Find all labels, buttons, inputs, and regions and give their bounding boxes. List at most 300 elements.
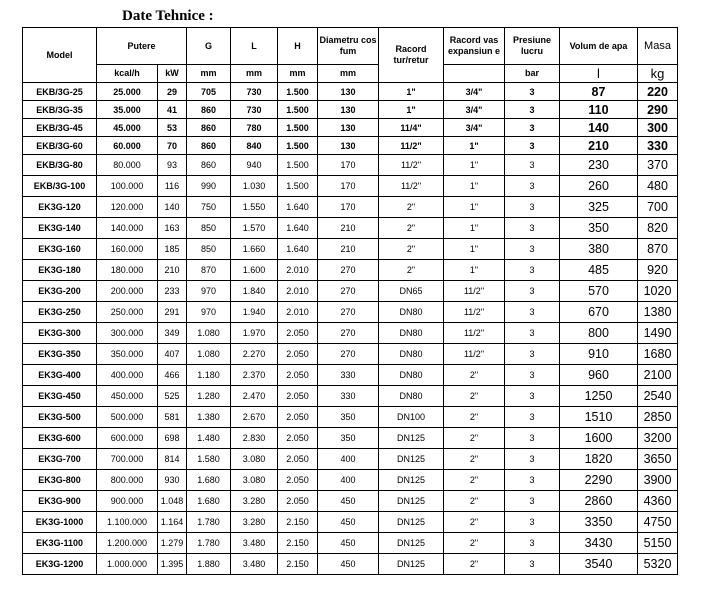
table-row (23, 83, 678, 101)
cell-h: 2.050 (278, 407, 318, 428)
cell-masa: 300 (638, 119, 678, 137)
table-row (23, 491, 678, 512)
cell-masa: 220 (638, 83, 678, 101)
cell-l: 1.550 (231, 197, 278, 218)
cell-l: 3.080 (231, 470, 278, 491)
cell-kcal-h: 1.100.000 (97, 512, 158, 533)
cell-kcal-h: 700.000 (97, 449, 158, 470)
cell-kw: 29 (158, 83, 187, 101)
cell-kw: 116 (158, 176, 187, 197)
cell-h: 1.500 (278, 119, 318, 137)
cell-masa: 2850 (638, 407, 678, 428)
cell-diametru: 330 (318, 365, 379, 386)
header-model: Model (23, 28, 97, 83)
cell-masa: 1680 (638, 344, 678, 365)
cell-g: 860 (187, 101, 231, 119)
table-row (23, 137, 678, 155)
cell-kcal-h: 140.000 (97, 218, 158, 239)
table-row (23, 218, 678, 239)
cell-g: 1.780 (187, 533, 231, 554)
cell-kw: 698 (158, 428, 187, 449)
cell-l: 730 (231, 101, 278, 119)
cell-volum: 1820 (560, 449, 638, 470)
cell-model: EKB/3G-80 (23, 155, 97, 176)
cell-racord-tur: DN80 (379, 302, 444, 323)
cell-g: 705 (187, 83, 231, 101)
cell-diametru: 270 (318, 281, 379, 302)
cell-presiune: 3 (505, 533, 560, 554)
cell-model: EK3G-120 (23, 197, 97, 218)
cell-racord-vas: 1" (444, 155, 505, 176)
cell-l: 730 (231, 83, 278, 101)
cell-l: 1.030 (231, 176, 278, 197)
cell-volum: 910 (560, 344, 638, 365)
cell-g: 970 (187, 302, 231, 323)
cell-racord-vas: 11/2" (444, 323, 505, 344)
cell-kcal-h: 25.000 (97, 83, 158, 101)
cell-kcal-h: 1.200.000 (97, 533, 158, 554)
cell-presiune: 3 (505, 302, 560, 323)
unit-racord-vas (444, 65, 505, 83)
cell-diametru: 350 (318, 407, 379, 428)
cell-model: EK3G-200 (23, 281, 97, 302)
unit-h-mm: mm (278, 65, 318, 83)
cell-racord-vas: 3/4" (444, 83, 505, 101)
cell-kcal-h: 180.000 (97, 260, 158, 281)
cell-g: 860 (187, 119, 231, 137)
cell-diametru: 130 (318, 119, 379, 137)
cell-h: 2.150 (278, 533, 318, 554)
cell-kw: 525 (158, 386, 187, 407)
cell-presiune: 3 (505, 137, 560, 155)
header-h: H (278, 28, 318, 65)
cell-h: 2.010 (278, 302, 318, 323)
unit-kw: kW (158, 65, 187, 83)
cell-presiune: 3 (505, 449, 560, 470)
cell-kw: 1.048 (158, 491, 187, 512)
cell-volum: 87 (560, 83, 638, 101)
cell-g: 750 (187, 197, 231, 218)
cell-masa: 330 (638, 137, 678, 155)
cell-h: 2.150 (278, 512, 318, 533)
cell-presiune: 3 (505, 260, 560, 281)
cell-racord-tur: 1" (379, 83, 444, 101)
table-row (23, 281, 678, 302)
cell-model: EK3G-160 (23, 239, 97, 260)
cell-h: 1.500 (278, 137, 318, 155)
table-row (23, 554, 678, 575)
unit-litri: l (560, 65, 638, 83)
cell-diametru: 170 (318, 197, 379, 218)
cell-presiune: 3 (505, 239, 560, 260)
cell-masa: 2100 (638, 365, 678, 386)
page-title: Date Tehnice : (122, 8, 214, 24)
table-row (23, 533, 678, 554)
cell-model: EK3G-140 (23, 218, 97, 239)
cell-model: EKB/3G-35 (23, 101, 97, 119)
cell-racord-tur: DN80 (379, 344, 444, 365)
cell-volum: 960 (560, 365, 638, 386)
cell-g: 870 (187, 260, 231, 281)
cell-masa: 290 (638, 101, 678, 119)
cell-racord-vas: 2" (444, 365, 505, 386)
table-row (23, 239, 678, 260)
cell-kcal-h: 120.000 (97, 197, 158, 218)
cell-masa: 4360 (638, 491, 678, 512)
header-l: L (231, 28, 278, 65)
cell-g: 1.780 (187, 512, 231, 533)
cell-masa: 4750 (638, 512, 678, 533)
cell-g: 860 (187, 137, 231, 155)
cell-presiune: 3 (505, 554, 560, 575)
cell-presiune: 3 (505, 176, 560, 197)
cell-l: 3.280 (231, 491, 278, 512)
cell-racord-vas: 11/2" (444, 302, 505, 323)
cell-kcal-h: 1.000.000 (97, 554, 158, 575)
cell-g: 1.480 (187, 428, 231, 449)
cell-diametru: 170 (318, 155, 379, 176)
cell-diametru: 270 (318, 344, 379, 365)
table-row (23, 512, 678, 533)
cell-h: 2.050 (278, 386, 318, 407)
table-row (23, 101, 678, 119)
cell-g: 860 (187, 155, 231, 176)
cell-volum: 380 (560, 239, 638, 260)
cell-kcal-h: 250.000 (97, 302, 158, 323)
cell-h: 1.500 (278, 101, 318, 119)
cell-presiune: 3 (505, 407, 560, 428)
cell-diametru: 130 (318, 101, 379, 119)
cell-presiune: 3 (505, 344, 560, 365)
cell-kcal-h: 500.000 (97, 407, 158, 428)
cell-h: 2.050 (278, 365, 318, 386)
cell-racord-tur: 11/2" (379, 155, 444, 176)
cell-masa: 820 (638, 218, 678, 239)
cell-h: 1.500 (278, 176, 318, 197)
cell-kw: 210 (158, 260, 187, 281)
cell-kcal-h: 60.000 (97, 137, 158, 155)
cell-kw: 1.279 (158, 533, 187, 554)
cell-h: 2.050 (278, 344, 318, 365)
unit-diametru-mm: mm (318, 65, 379, 83)
cell-racord-vas: 1" (444, 137, 505, 155)
table-row (23, 365, 678, 386)
header-presiune-lucru: Presiune lucru (505, 28, 560, 65)
cell-racord-vas: 2" (444, 428, 505, 449)
table-row (23, 197, 678, 218)
cell-l: 3.080 (231, 449, 278, 470)
cell-kw: 41 (158, 101, 187, 119)
cell-diametru: 270 (318, 323, 379, 344)
unit-g-mm: mm (187, 65, 231, 83)
table-row (23, 386, 678, 407)
unit-l-mm: mm (231, 65, 278, 83)
cell-kw: 140 (158, 197, 187, 218)
cell-volum: 1600 (560, 428, 638, 449)
cell-volum: 110 (560, 101, 638, 119)
cell-racord-tur: DN80 (379, 365, 444, 386)
header-putere: Putere (97, 28, 187, 65)
cell-kw: 185 (158, 239, 187, 260)
cell-g: 1.080 (187, 344, 231, 365)
cell-volum: 3540 (560, 554, 638, 575)
cell-l: 940 (231, 155, 278, 176)
cell-h: 2.010 (278, 281, 318, 302)
cell-masa: 1380 (638, 302, 678, 323)
cell-presiune: 3 (505, 323, 560, 344)
cell-racord-vas: 3/4" (444, 119, 505, 137)
cell-volum: 230 (560, 155, 638, 176)
cell-model: EKB/3G-100 (23, 176, 97, 197)
header-volum-apa: Volum de apa (560, 28, 638, 65)
cell-kw: 1.164 (158, 512, 187, 533)
cell-presiune: 3 (505, 428, 560, 449)
cell-model: EK3G-800 (23, 470, 97, 491)
cell-racord-tur: DN65 (379, 281, 444, 302)
cell-volum: 2860 (560, 491, 638, 512)
cell-h: 1.640 (278, 218, 318, 239)
cell-h: 2.050 (278, 470, 318, 491)
cell-model: EK3G-250 (23, 302, 97, 323)
cell-presiune: 3 (505, 470, 560, 491)
cell-model: EK3G-1000 (23, 512, 97, 533)
cell-h: 1.640 (278, 197, 318, 218)
cell-g: 1.380 (187, 407, 231, 428)
cell-model: EK3G-1200 (23, 554, 97, 575)
cell-model: EKB/3G-45 (23, 119, 97, 137)
cell-racord-tur: DN125 (379, 491, 444, 512)
cell-kcal-h: 300.000 (97, 323, 158, 344)
cell-kcal-h: 350.000 (97, 344, 158, 365)
unit-kg: kg (638, 65, 678, 83)
cell-kcal-h: 100.000 (97, 176, 158, 197)
table-row (23, 176, 678, 197)
table-row (23, 344, 678, 365)
cell-g: 990 (187, 176, 231, 197)
table-row (23, 449, 678, 470)
cell-diametru: 350 (318, 428, 379, 449)
cell-kcal-h: 200.000 (97, 281, 158, 302)
cell-racord-tur: 1" (379, 101, 444, 119)
cell-racord-tur: 2" (379, 239, 444, 260)
cell-model: EK3G-1100 (23, 533, 97, 554)
cell-presiune: 3 (505, 491, 560, 512)
cell-volum: 1510 (560, 407, 638, 428)
cell-model: EK3G-300 (23, 323, 97, 344)
cell-presiune: 3 (505, 386, 560, 407)
table-row (23, 428, 678, 449)
cell-model: EK3G-350 (23, 344, 97, 365)
cell-kw: 814 (158, 449, 187, 470)
cell-racord-vas: 11/2" (444, 281, 505, 302)
cell-masa: 3900 (638, 470, 678, 491)
cell-kcal-h: 80.000 (97, 155, 158, 176)
cell-racord-tur: 2" (379, 218, 444, 239)
cell-kw: 163 (158, 218, 187, 239)
cell-h: 2.150 (278, 554, 318, 575)
cell-volum: 325 (560, 197, 638, 218)
cell-g: 1.080 (187, 323, 231, 344)
cell-g: 1.880 (187, 554, 231, 575)
table-row (23, 407, 678, 428)
cell-volum: 800 (560, 323, 638, 344)
cell-g: 1.180 (187, 365, 231, 386)
cell-diametru: 450 (318, 554, 379, 575)
cell-h: 1.500 (278, 155, 318, 176)
cell-racord-vas: 1" (444, 218, 505, 239)
cell-masa: 920 (638, 260, 678, 281)
cell-racord-tur: 2" (379, 260, 444, 281)
technical-data-table (22, 27, 678, 575)
header-g: G (187, 28, 231, 65)
cell-volum: 670 (560, 302, 638, 323)
cell-model: EKB/3G-25 (23, 83, 97, 101)
table-row (23, 470, 678, 491)
cell-racord-vas: 2" (444, 386, 505, 407)
cell-masa: 480 (638, 176, 678, 197)
cell-volum: 260 (560, 176, 638, 197)
cell-racord-vas: 1" (444, 176, 505, 197)
cell-h: 1.500 (278, 83, 318, 101)
cell-diametru: 400 (318, 449, 379, 470)
cell-l: 1.940 (231, 302, 278, 323)
cell-l: 3.480 (231, 554, 278, 575)
cell-racord-vas: 1" (444, 260, 505, 281)
cell-kcal-h: 35.000 (97, 101, 158, 119)
cell-racord-tur: 11/2" (379, 176, 444, 197)
cell-h: 2.050 (278, 491, 318, 512)
table-row (23, 323, 678, 344)
cell-kw: 291 (158, 302, 187, 323)
cell-masa: 5320 (638, 554, 678, 575)
cell-model: EK3G-700 (23, 449, 97, 470)
cell-presiune: 3 (505, 218, 560, 239)
cell-g: 1.680 (187, 491, 231, 512)
cell-kcal-h: 45.000 (97, 119, 158, 137)
cell-volum: 3430 (560, 533, 638, 554)
cell-masa: 700 (638, 197, 678, 218)
cell-volum: 140 (560, 119, 638, 137)
table-body (23, 83, 678, 575)
cell-diametru: 210 (318, 239, 379, 260)
cell-kw: 53 (158, 119, 187, 137)
cell-kw: 1.395 (158, 554, 187, 575)
cell-masa: 3650 (638, 449, 678, 470)
cell-g: 970 (187, 281, 231, 302)
cell-volum: 1250 (560, 386, 638, 407)
cell-kw: 233 (158, 281, 187, 302)
cell-volum: 2290 (560, 470, 638, 491)
cell-model: EK3G-900 (23, 491, 97, 512)
cell-l: 780 (231, 119, 278, 137)
cell-racord-vas: 2" (444, 533, 505, 554)
header-racord-vas-expansiune: Racord vas expansiun e (444, 28, 505, 65)
cell-l: 840 (231, 137, 278, 155)
cell-racord-tur: 11/4" (379, 119, 444, 137)
cell-g: 850 (187, 239, 231, 260)
cell-racord-tur: DN100 (379, 407, 444, 428)
cell-masa: 1020 (638, 281, 678, 302)
cell-h: 2.010 (278, 260, 318, 281)
cell-racord-vas: 1" (444, 197, 505, 218)
cell-masa: 870 (638, 239, 678, 260)
cell-racord-vas: 2" (444, 491, 505, 512)
cell-presiune: 3 (505, 83, 560, 101)
cell-diametru: 270 (318, 260, 379, 281)
cell-racord-vas: 1" (444, 239, 505, 260)
cell-l: 2.270 (231, 344, 278, 365)
cell-presiune: 3 (505, 101, 560, 119)
cell-racord-vas: 2" (444, 407, 505, 428)
unit-bar: bar (505, 65, 560, 83)
cell-diametru: 450 (318, 533, 379, 554)
cell-model: EK3G-450 (23, 386, 97, 407)
cell-l: 1.660 (231, 239, 278, 260)
cell-model: EK3G-400 (23, 365, 97, 386)
cell-racord-tur: DN125 (379, 554, 444, 575)
cell-presiune: 3 (505, 512, 560, 533)
cell-presiune: 3 (505, 155, 560, 176)
cell-kw: 930 (158, 470, 187, 491)
cell-racord-tur: 11/2" (379, 137, 444, 155)
cell-diametru: 270 (318, 302, 379, 323)
cell-l: 1.600 (231, 260, 278, 281)
cell-racord-tur: DN80 (379, 386, 444, 407)
cell-masa: 3200 (638, 428, 678, 449)
cell-l: 1.970 (231, 323, 278, 344)
cell-kcal-h: 450.000 (97, 386, 158, 407)
cell-volum: 3350 (560, 512, 638, 533)
table-row (23, 302, 678, 323)
cell-diametru: 130 (318, 83, 379, 101)
cell-presiune: 3 (505, 197, 560, 218)
cell-racord-vas: 2" (444, 554, 505, 575)
cell-masa: 370 (638, 155, 678, 176)
cell-diametru: 210 (318, 218, 379, 239)
cell-diametru: 170 (318, 176, 379, 197)
cell-racord-vas: 3/4" (444, 101, 505, 119)
header-racord-tur-retur: Racord tur/retur (379, 28, 444, 83)
cell-kw: 349 (158, 323, 187, 344)
cell-l: 2.370 (231, 365, 278, 386)
cell-volum: 570 (560, 281, 638, 302)
cell-racord-tur: DN125 (379, 533, 444, 554)
cell-racord-vas: 2" (444, 449, 505, 470)
cell-masa: 2540 (638, 386, 678, 407)
cell-h: 2.050 (278, 449, 318, 470)
cell-diametru: 130 (318, 137, 379, 155)
cell-kcal-h: 160.000 (97, 239, 158, 260)
cell-volum: 485 (560, 260, 638, 281)
cell-kw: 407 (158, 344, 187, 365)
header-masa: Masa (638, 28, 678, 65)
cell-l: 1.840 (231, 281, 278, 302)
cell-model: EK3G-180 (23, 260, 97, 281)
cell-racord-tur: DN125 (379, 449, 444, 470)
cell-g: 1.580 (187, 449, 231, 470)
cell-racord-vas: 11/2" (444, 344, 505, 365)
cell-racord-tur: DN125 (379, 428, 444, 449)
cell-h: 2.050 (278, 428, 318, 449)
cell-kw: 466 (158, 365, 187, 386)
header-diametru-cos-fum: Diametru cos fum (318, 28, 379, 65)
cell-racord-vas: 2" (444, 512, 505, 533)
cell-g: 1.280 (187, 386, 231, 407)
cell-l: 2.670 (231, 407, 278, 428)
cell-l: 2.470 (231, 386, 278, 407)
cell-diametru: 450 (318, 491, 379, 512)
cell-kcal-h: 600.000 (97, 428, 158, 449)
